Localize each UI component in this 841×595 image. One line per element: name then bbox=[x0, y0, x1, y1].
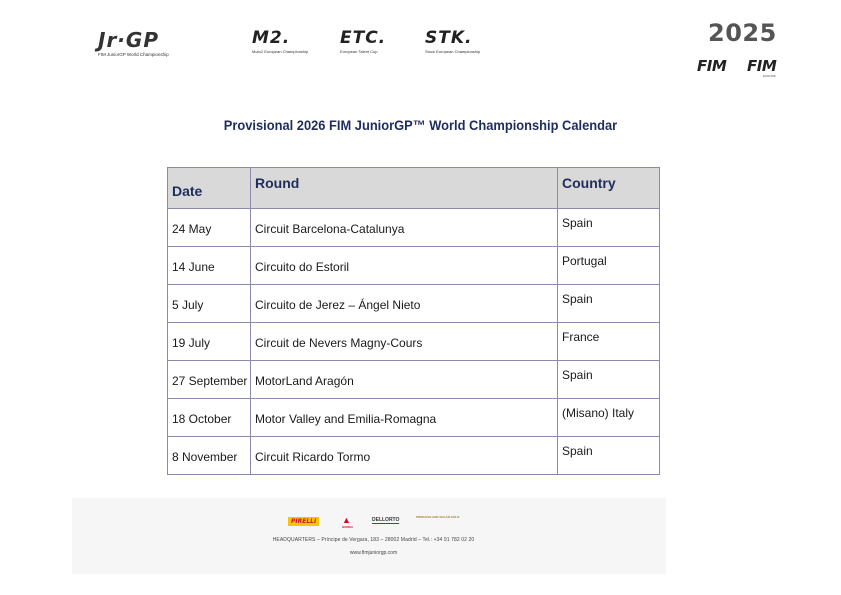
cell-country: Spain bbox=[558, 361, 660, 399]
etc-logo-sub: European Talent Cup bbox=[340, 49, 378, 54]
moto2-logo bbox=[252, 30, 308, 54]
juniorgp-logo-mark: Jr·GP bbox=[98, 28, 159, 52]
website-link[interactable]: www.fimjuniorgp.com bbox=[349, 550, 398, 556]
moto2-logo-mark: M2. bbox=[252, 28, 291, 48]
headquarters-address: HEADQUARTERS – Príncipe de Vergara, 183 – 28002 Madrid – Tel.: +34 91 782 02 20 bbox=[272, 537, 475, 543]
fim-logos bbox=[697, 57, 787, 77]
table-row bbox=[168, 247, 660, 285]
fim-logo: FIM bbox=[697, 57, 727, 75]
fim-europe-logo: FIM bbox=[747, 57, 777, 75]
cell-country: Spain bbox=[558, 285, 660, 323]
juniorgp-logo bbox=[98, 30, 169, 57]
cell-country: France bbox=[558, 323, 660, 361]
header-country: Country bbox=[558, 168, 660, 209]
stk-logo-mark: STK. bbox=[425, 28, 473, 48]
cell-country: Spain bbox=[558, 209, 660, 247]
stk-logo bbox=[425, 30, 480, 54]
pirelli-logo: PIRELLI bbox=[288, 517, 319, 526]
cell-round: MotorLand Aragón bbox=[251, 361, 558, 399]
juniorgp-logo-sub: FIM JuniorGP World Championship bbox=[98, 52, 169, 57]
moto2-logo-sub: Moto2 European Championship bbox=[252, 49, 309, 54]
cell-country: Spain bbox=[558, 437, 660, 475]
cell-country: Portugal bbox=[558, 247, 660, 285]
princess-logo: PRINCESS AND SOLAR GOLD bbox=[416, 515, 460, 519]
cell-round: Motor Valley and Emilia-Romagna bbox=[251, 399, 558, 437]
table-row bbox=[168, 285, 660, 323]
page-title: Provisional 2026 FIM JuniorGP™ World Championship Calendar bbox=[223, 117, 618, 133]
etc-logo bbox=[340, 30, 386, 54]
cell-country: (Misano) Italy bbox=[558, 399, 660, 437]
cell-date: 24 May bbox=[168, 209, 251, 247]
cell-round: Circuit Ricardo Tormo bbox=[251, 437, 558, 475]
cell-round: Circuito do Estoril bbox=[251, 247, 558, 285]
cell-round: Circuito de Jerez – Ángel Nieto bbox=[251, 285, 558, 323]
table-row bbox=[168, 323, 660, 361]
table-row bbox=[168, 399, 660, 437]
cell-date: 27 September bbox=[168, 361, 251, 399]
calendar-table bbox=[167, 167, 660, 475]
table-row bbox=[168, 437, 660, 475]
table-row bbox=[168, 209, 660, 247]
honda-logo: ▲ HONDA bbox=[342, 515, 353, 529]
stk-logo-sub: Stock European Championship bbox=[425, 49, 481, 54]
cell-date: 18 October bbox=[168, 399, 251, 437]
cell-round: Circuit Barcelona-Catalunya bbox=[251, 209, 558, 247]
dellorto-logo: DELLORTO bbox=[372, 517, 400, 523]
season-year: 2025 bbox=[708, 19, 777, 47]
fim-europe-sub: EUROPE bbox=[763, 74, 776, 78]
cell-date: 19 July bbox=[168, 323, 251, 361]
header-date: Date bbox=[168, 168, 251, 209]
cell-date: 14 June bbox=[168, 247, 251, 285]
table-row bbox=[168, 361, 660, 399]
etc-logo-mark: ETC. bbox=[340, 28, 387, 48]
footer-band bbox=[72, 498, 666, 574]
cell-date: 8 November bbox=[168, 437, 251, 475]
header-round: Round bbox=[251, 168, 558, 209]
table-header-row bbox=[168, 168, 660, 209]
cell-date: 5 July bbox=[168, 285, 251, 323]
cell-round: Circuit de Nevers Magny-Cours bbox=[251, 323, 558, 361]
